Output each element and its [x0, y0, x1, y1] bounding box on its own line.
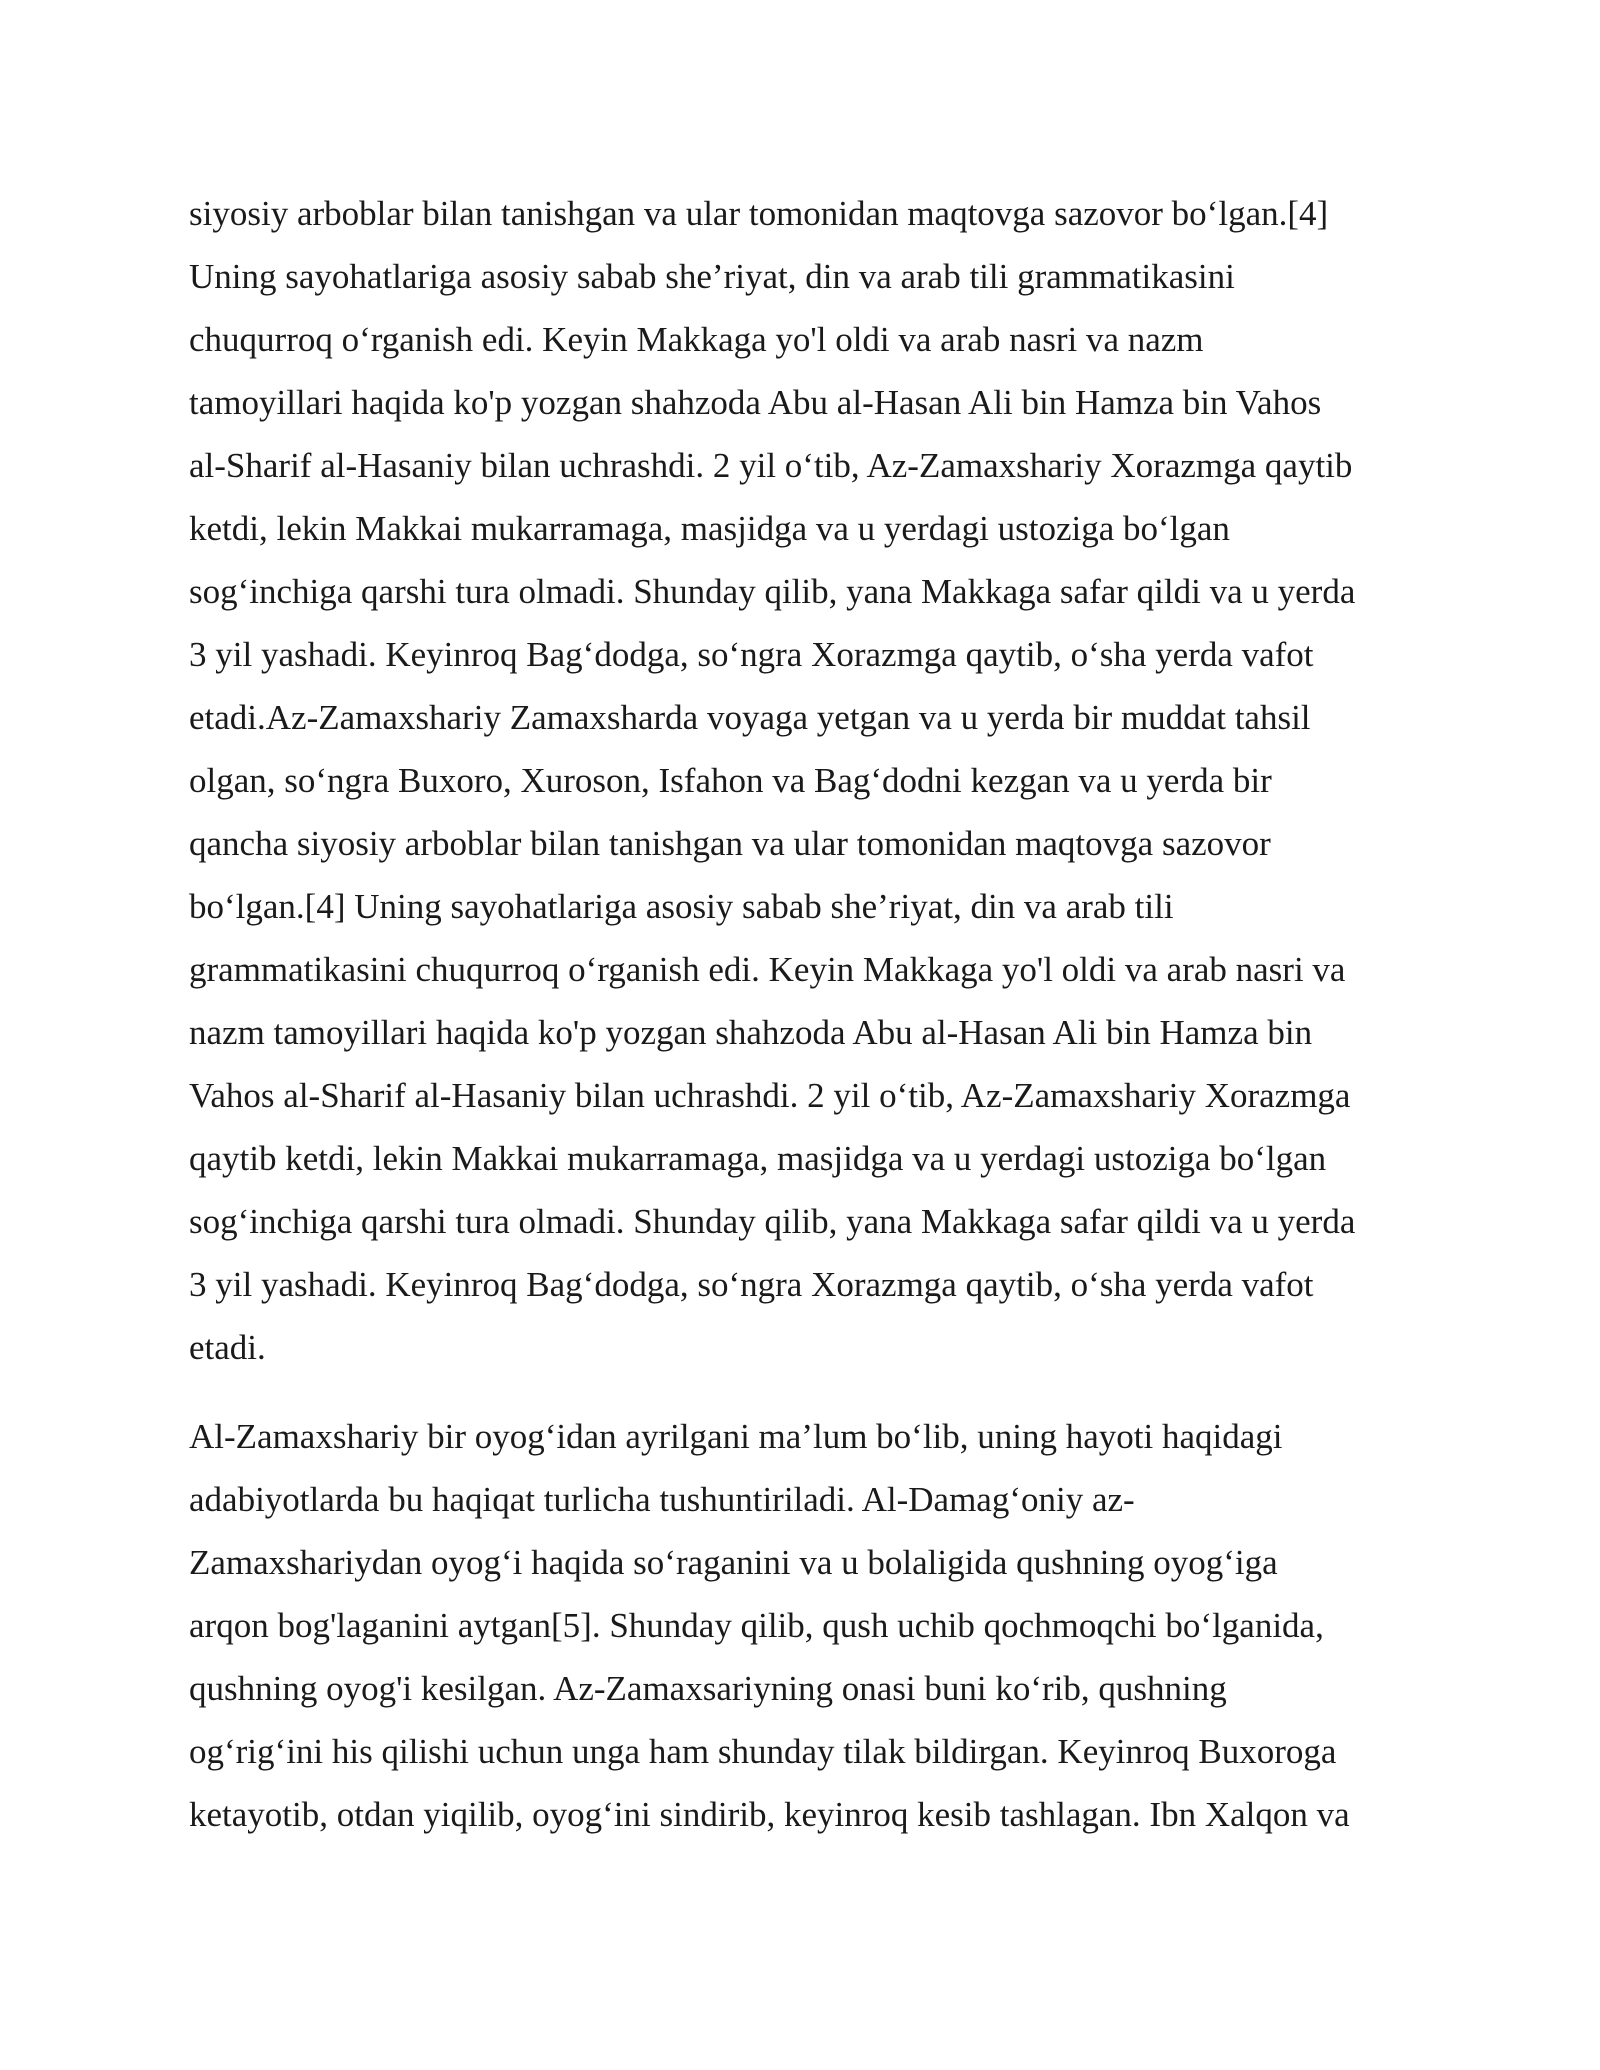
text-line: sog‘inchiga qarshi tura olmadi. Shunday qilib, yana Makkaga safar qildi va u yerda: [189, 1202, 1356, 1241]
document-body: [189, 182, 1419, 1846]
text-line: Uning sayohatlariga asosiy sabab she’riyat, din va arab tili grammatikasini: [189, 257, 1235, 296]
text-line: etadi.Az-Zamaxshariy Zamaxsharda voyaga yetgan va u yerda bir muddat tahsil: [189, 698, 1311, 737]
text-line: nazm tamoyillari haqida ko'p yozgan shahzoda Abu al-Hasan Ali bin Hamza bin: [189, 1013, 1313, 1052]
paragraph-spacer: [189, 1379, 1419, 1405]
text-line: olgan, so‘ngra Buxoro, Xuroson, Isfahon va Bag‘dodni kezgan va u yerda bir: [189, 761, 1272, 800]
text-line: arqon bog'laganini aytgan[5]. Shunday qilib, qush uchib qochmoqchi bo‘lganida,: [189, 1606, 1324, 1645]
text-line: Al-Zamaxshariy bir oyog‘idan ayrilgani ma’lum bo‘lib, uning hayoti haqidagi: [189, 1417, 1283, 1456]
text-line: ketayotib, otdan yiqilib, oyog‘ini sindirib, keyinroq kesib tashlagan. Ibn Xalqon va: [189, 1795, 1350, 1834]
text-line: qaytib ketdi, lekin Makkai mukarramaga, masjidga va u yerdagi ustoziga bo‘lgan: [189, 1139, 1327, 1178]
text-line: qushning oyog'i kesilgan. Az-Zamaxsariyning onasi buni ko‘rib, qushning: [189, 1669, 1227, 1708]
text-line: og‘rig‘ini his qilishi uchun unga ham shunday tilak bildirgan. Keyinroq Buxoroga: [189, 1732, 1337, 1771]
text-line: chuqurroq o‘rganish edi. Keyin Makkaga yo'l oldi va arab nasri va nazm: [189, 320, 1204, 359]
text-line: tamoyillari haqida ko'p yozgan shahzoda Abu al-Hasan Ali bin Hamza bin Vahos: [189, 383, 1322, 422]
text-line: qancha siyosiy arboblar bilan tanishgan va ular tomonidan maqtovga sazovor: [189, 824, 1271, 863]
text-line: bo‘lgan.[4] Uning sayohatlariga asosiy sabab she’riyat, din va arab tili: [189, 887, 1174, 926]
text-line: 3 yil yashadi. Keyinroq Bag‘dodga, so‘ngra Xorazmga qaytib, o‘sha yerda vafot: [189, 635, 1314, 674]
text-line: siyosiy arboblar bilan tanishgan va ular tomonidan maqtovga sazovor bo‘lgan.[4]: [189, 194, 1329, 233]
text-line: Zamaxshariydan oyog‘i haqida so‘raganini va u bolaligida qushning oyog‘iga: [189, 1543, 1278, 1582]
text-line: ketdi, lekin Makkai mukarramaga, masjidga va u yerdagi ustoziga bo‘lgan: [189, 509, 1230, 548]
paragraph-1: [189, 182, 1419, 1379]
text-line: 3 yil yashadi. Keyinroq Bag‘dodga, so‘ngra Xorazmga qaytib, o‘sha yerda vafot: [189, 1265, 1314, 1304]
text-line: Vahos al-Sharif al-Hasaniy bilan uchrashdi. 2 yil o‘tib, Az-Zamaxshariy Xorazmga: [189, 1076, 1351, 1115]
paragraph-2: [189, 1405, 1419, 1846]
text-line: sog‘inchiga qarshi tura olmadi. Shunday qilib, yana Makkaga safar qildi va u yerda: [189, 572, 1356, 611]
text-line: grammatikasini chuqurroq o‘rganish edi. Keyin Makkaga yo'l oldi va arab nasri va: [189, 950, 1346, 989]
text-line: etadi.: [189, 1328, 266, 1367]
text-line: al-Sharif al-Hasaniy bilan uchrashdi. 2 yil o‘tib, Az-Zamaxshariy Xorazmga qaytib: [189, 446, 1353, 485]
text-line: adabiyotlarda bu haqiqat turlicha tushuntiriladi. Al-Damag‘oniy az-: [189, 1480, 1135, 1519]
